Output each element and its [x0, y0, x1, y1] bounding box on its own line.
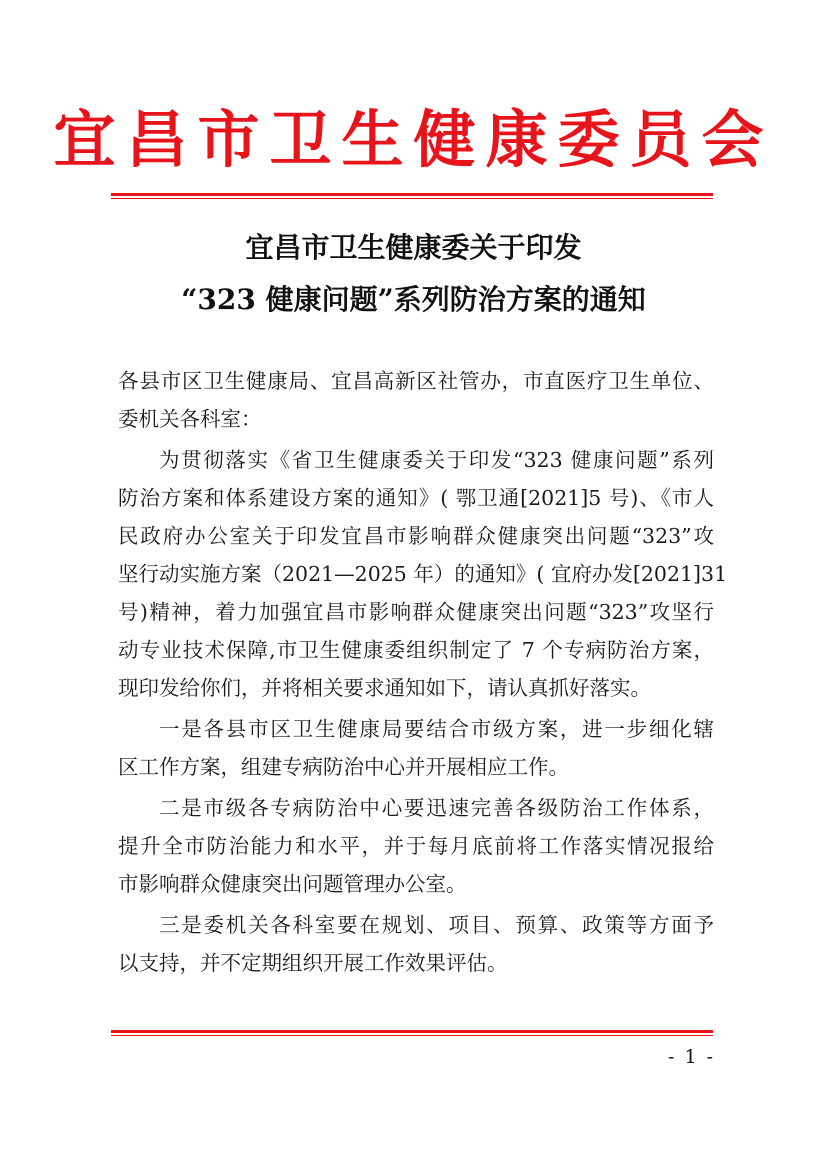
paragraph-4-line: 以支持，并不定期组织开展工作效果评估。 [118, 951, 508, 975]
salutation-line: 委机关各科室： [118, 407, 262, 431]
paragraph-1-line: 号)精神，着力加强宜昌市影响群众健康突出问题“323”攻坚行 [118, 600, 714, 624]
paragraph-3-line: 市影响群众健康突出问题管理办公室。 [118, 872, 467, 896]
footer-rule-thin [111, 1035, 713, 1036]
document-title-line-2: “323 健康问题”系列防治方案的通知 [181, 283, 646, 316]
paragraph-1-line: 防治方案和体系建设方案的通知》( 鄂卫通[2021]5 号)、《市人 [118, 486, 714, 510]
footer-rule-thick [111, 1030, 713, 1033]
paragraph-1-line: 动专业技术保障,市卫生健康委组织制定了 7 个专病防治方案， [118, 638, 714, 662]
page-number: - 1 - [667, 1046, 715, 1068]
paragraph-4-line: 三是委机关各科室要在规划、项目、预算、政策等方面予 [159, 913, 714, 937]
salutation-line: 各县市区卫生健康局、宜昌高新区社管办，市直医疗卫生单位、 [118, 369, 714, 393]
paragraph-3-line: 提升全市防治能力和水平，并于每月底前将工作落实情况报给 [118, 834, 714, 858]
footer-red-rule [111, 1030, 713, 1036]
org-name-header: 宜昌市卫生健康委员会 [53, 103, 774, 176]
paragraph-1-line: 坚行动实施方案（2021—2025 年）的通知》( 宜府办发[2021]31 [118, 562, 728, 586]
header-red-rule [111, 193, 713, 199]
paragraph-1-line: 为贯彻落实《省卫生健康委关于印发“323 健康问题”系列 [159, 448, 714, 472]
paragraph-3-line: 二是市级各专病防治中心要迅速完善各级防治工作体系， [159, 796, 714, 820]
header-rule-thick [111, 193, 713, 196]
paragraph-1-line: 现印发给你们，并将相关要求通知如下，请认真抓好落实。 [118, 676, 651, 700]
paragraph-2-line: 一是各县市区卫生健康局要结合市级方案，进一步细化辖 [159, 717, 714, 741]
document-body [118, 362, 728, 982]
document-title-line-1: 宜昌市卫生健康委关于印发 [245, 231, 582, 264]
header-rule-thin [111, 198, 713, 199]
paragraph-1-line: 民政府办公室关于印发宜昌市影响群众健康突出问题“323”攻 [118, 524, 714, 548]
paragraph-2-line: 区工作方案，组建专病防治中心并开展相应工作。 [118, 755, 569, 779]
